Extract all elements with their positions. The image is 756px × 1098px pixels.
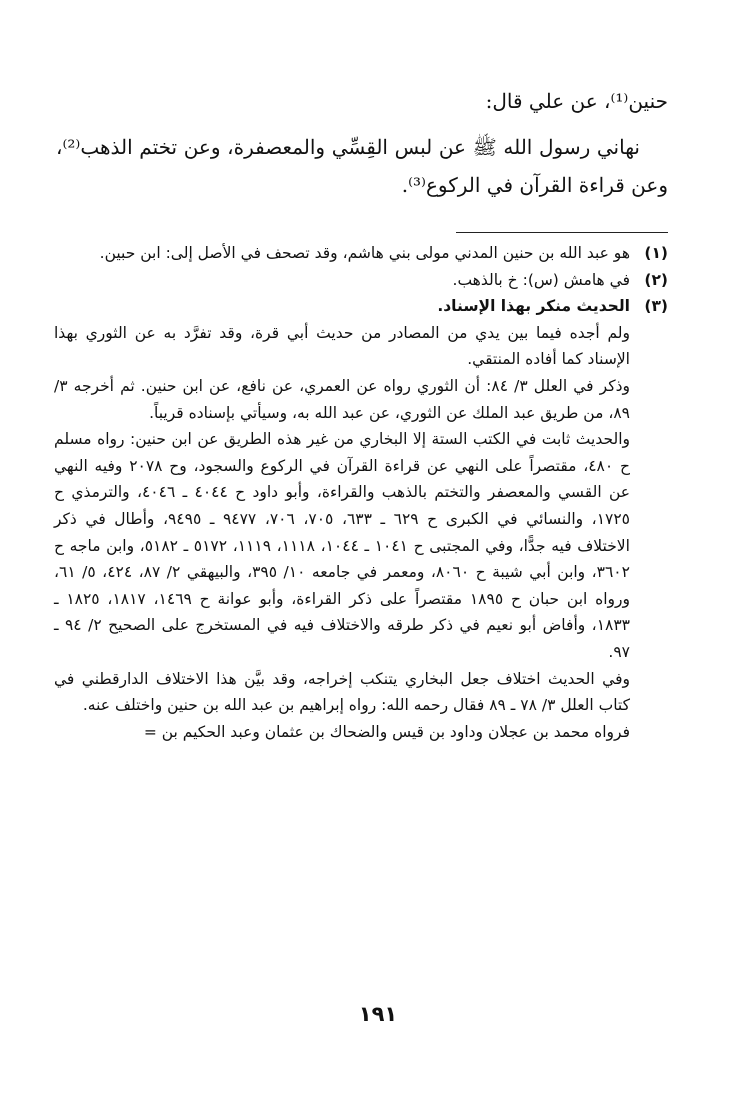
footnote-number: (٣) [644,297,668,316]
main-text [56,82,668,204]
footnote-2 [54,267,668,294]
footnote-separator [456,232,668,233]
footnote-number: (٢) [644,270,668,289]
footnote-text: الحديث منكر بهذا الإسناد. [437,297,630,316]
commentary-paragraph: وذكر في العلل ٣/ ٨٤: أن الثوري رواه عن العمري، عن نافع، عن ابن حنين. ثم أخرجه ٣/ ٨٩، من طريق عبد الملك عن الثوري، عن عبد الله به، وسيأتي بإسناده قريباً. [54,376,630,422]
main-text-line: حنين⁽¹⁾، عن علي قال: [485,89,668,113]
footnote-text: هو عبد الله بن حنين المدني مولى بني هاشم، وقد تصحف في الأصل إلى: ابن حبين. [99,244,630,262]
footnote-number: (١) [644,244,668,262]
footnote-text: في هامش (س): خ بالذهب. [452,270,630,289]
footnotes [54,240,668,745]
commentary-paragraph: والحديث ثابت في الكتب الستة إلا البخاري من غير هذه الطريق عن ابن حنين: رواه مسلم ح ٤٨٠، مقتصراً على النهي عن قراءة القرآن في الركوع والسجود، وح ٢٠٧٨ وفيه النهي عن القسي والمعصفر والتختم بالذهب والقراءة، وأبو داود ح ٤٠٤٤ ـ ٤٠٤٦، والترمذي ح ١٧٢٥، والنسائي في الكبرى ح ٦٢٩ ـ ٦٣٣، ٧٠٥، ٧٠٦، ٩٤٧٧ ـ ٩٤٩٥، وأطال في ذكر الاختلاف فيه جدًّا، وفي المجتبى ح ١٠٤١ ـ ١٠٤٤، ١١١٨، ١١١٩، ٥١٧٢ ـ ٥١٨٢، وابن ماجه ح ٣٦٠٢، وابن أبي شيبة ح ٨٠٦٠، ومعمر في جامعه ١٠/ ٣٩٥، والبيهقي ٢/ ٨٧، ٤٢٤، ٥/ ٦١، ورواه ابن حبان ح ١٨٩٥ مقتصراً على ذكر القراءة، وأبو عوانة ح ١٤٦٩، ١٨١٧، ١٨٢٥ ـ ١٨٣٣، وأفاض أبو نعيم في ذكر طرقه والاختلاف فيه في المستخرج على الصحيح ٢/ ٩٤ ـ ٩٧. [54,430,630,661]
page-number: ١٩١ [358,1002,398,1026]
commentary-paragraph: فرواه محمد بن عجلان وداود بن قيس والضحاك بن عثمان وعبد الحكيم بن = [143,722,630,741]
footnote-3 [54,293,668,320]
main-text-paragraph: نهاني رسول الله ﷺ عن لبس القِسِّي والمعصفرة، وعن تختم الذهب⁽²⁾، وعن قراءة القرآن في الركوع⁽³⁾. [56,135,668,197]
footnote-1 [54,240,668,267]
commentary-paragraph: وفي الحديث اختلاف جعل البخاري يتنكب إخراجه، وقد بيَّن هذا الاختلاف الدارقطني في كتاب العلل ٣/ ٧٨ ـ ٨٩ فقال رحمه الله: رواه إبراهيم بن عبد الله بن حنين واختلف عنه. [54,669,630,715]
commentary-paragraph: ولم أجده فيما بين يدي من المصادر من حديث أبي قرة، وقد تفرَّد به عن الثوري بهذا الإسناد كما أفاده المنتقي. [54,323,630,369]
